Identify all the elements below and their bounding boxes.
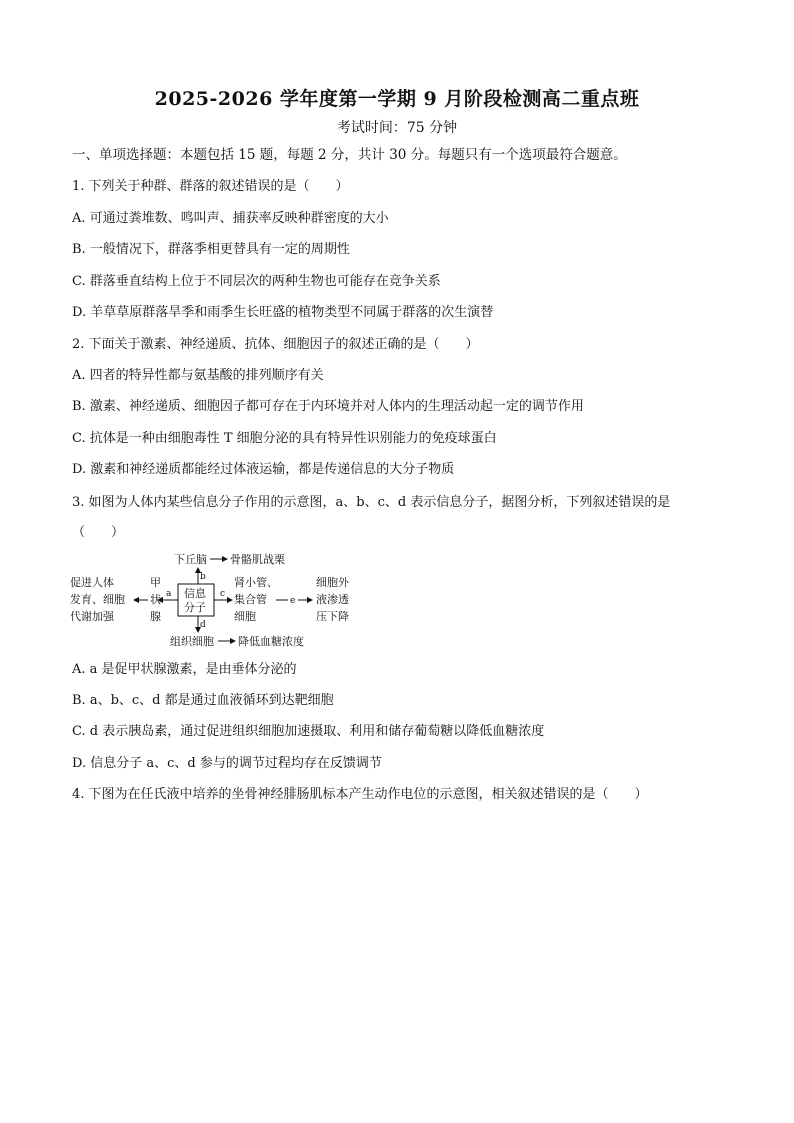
page-title: 2025-2026 学年度第一学期 9 月阶段检测高二重点班 [154, 88, 640, 110]
arrow-c-label: c [220, 589, 226, 599]
right-effect-3: 压下降 [316, 610, 349, 623]
question-2-option-c: C. 抗体是一种由细胞毒性 T 细胞分泌的具有特异性识别能力的免疫球蛋白 [72, 431, 497, 446]
thyroid-char-3: 腺 [150, 610, 161, 623]
question-1-stem: 1. 下列关于种群、群落的叙述错误的是（ ） [72, 179, 349, 194]
question-2-option-b: B. 激素、神经递质、细胞因子都可存在于内环境并对人体内的生理活动起一定的调节作用 [72, 399, 584, 414]
question-2-option-d: D. 激素和神经递质都能经过体液运输，都是传递信息的大分子物质 [72, 462, 455, 477]
left-effect-1: 促进人体 [70, 576, 114, 589]
arrow-b-label: b [200, 572, 206, 582]
arrow-d-label: d [200, 620, 206, 630]
question-3-stem-paren: （ ） [72, 525, 125, 540]
arrow-e-label: e [290, 596, 296, 606]
exam-time: 考试时间：75 分钟 [336, 120, 458, 136]
question-4-stem: 4. 下图为在任氏液中培养的坐骨神经腓肠肌标本产生动作电位的示意图，相关叙述错误的是（ ） [72, 787, 648, 802]
center-label-1: 信息 [184, 587, 206, 600]
question-2-stem: 2. 下面关于激素、神经递质、抗体、细胞因子的叙述正确的是（ ） [72, 337, 479, 352]
diagram-svg [70, 550, 370, 650]
left-effect-3: 代谢加强 [70, 610, 114, 623]
tissue-cell-label: 组织细胞 [170, 635, 214, 648]
thyroid-char-1: 甲 [150, 576, 161, 589]
kidney-line-3: 细胞 [234, 610, 256, 623]
right-effect-1: 细胞外 [316, 576, 349, 589]
lower-glucose-label: 降低血糖浓度 [238, 635, 304, 648]
question-1-option-c: C. 群落垂直结构上位于不同层次的两种生物也可能存在竞争关系 [72, 274, 441, 289]
question-3-option-a: A. a 是促甲状腺激素，是由垂体分泌的 [72, 662, 297, 677]
question-1-option-b: B. 一般情况下，群落季相更替具有一定的周期性 [72, 242, 350, 257]
right-effect-2: 液渗透 [316, 593, 349, 606]
hypothalamus-label: 下丘脑 [174, 553, 207, 566]
question-3-option-c: C. d 表示胰岛素，通过促进组织细胞加速摄取、利用和储存葡萄糖以降低血糖浓度 [72, 724, 545, 739]
kidney-line-2: 集合管 [234, 593, 267, 606]
thyroid-char-2: 状 [150, 593, 161, 606]
question-2-option-a: A. 四者的特异性都与氨基酸的排列顺序有关 [72, 368, 324, 383]
shivering-label: 骨骼肌战栗 [230, 553, 285, 566]
question-3-option-b: B. a、b、c、d 都是通过血液循环到达靶细胞 [72, 693, 334, 708]
section-heading: 一、单项选择题：本题包括 15 题，每题 2 分，共计 30 分。每题只有一个选项最符合题意。 [72, 147, 627, 163]
center-label-2: 分子 [184, 601, 206, 614]
question-1-option-a: A. 可通过粪堆数、鸣叫声、捕获率反映种群密度的大小 [72, 211, 389, 226]
left-effect-2: 发育、细胞 [70, 593, 125, 606]
kidney-line-1: 肾小管、 [234, 576, 278, 589]
question-1-option-d: D. 羊草草原群落旱季和雨季生长旺盛的植物类型不同属于群落的次生演替 [72, 305, 494, 320]
arrow-a-label: a [166, 589, 172, 599]
question-3-stem: 3. 如图为人体内某些信息分子作用的示意图，a、b、c、d 表示信息分子，据图分析，下列叙述错误的是 [72, 495, 671, 510]
signal-molecule-diagram [70, 550, 370, 650]
question-3-option-d: D. 信息分子 a、c、d 参与的调节过程均存在反馈调节 [72, 756, 382, 771]
